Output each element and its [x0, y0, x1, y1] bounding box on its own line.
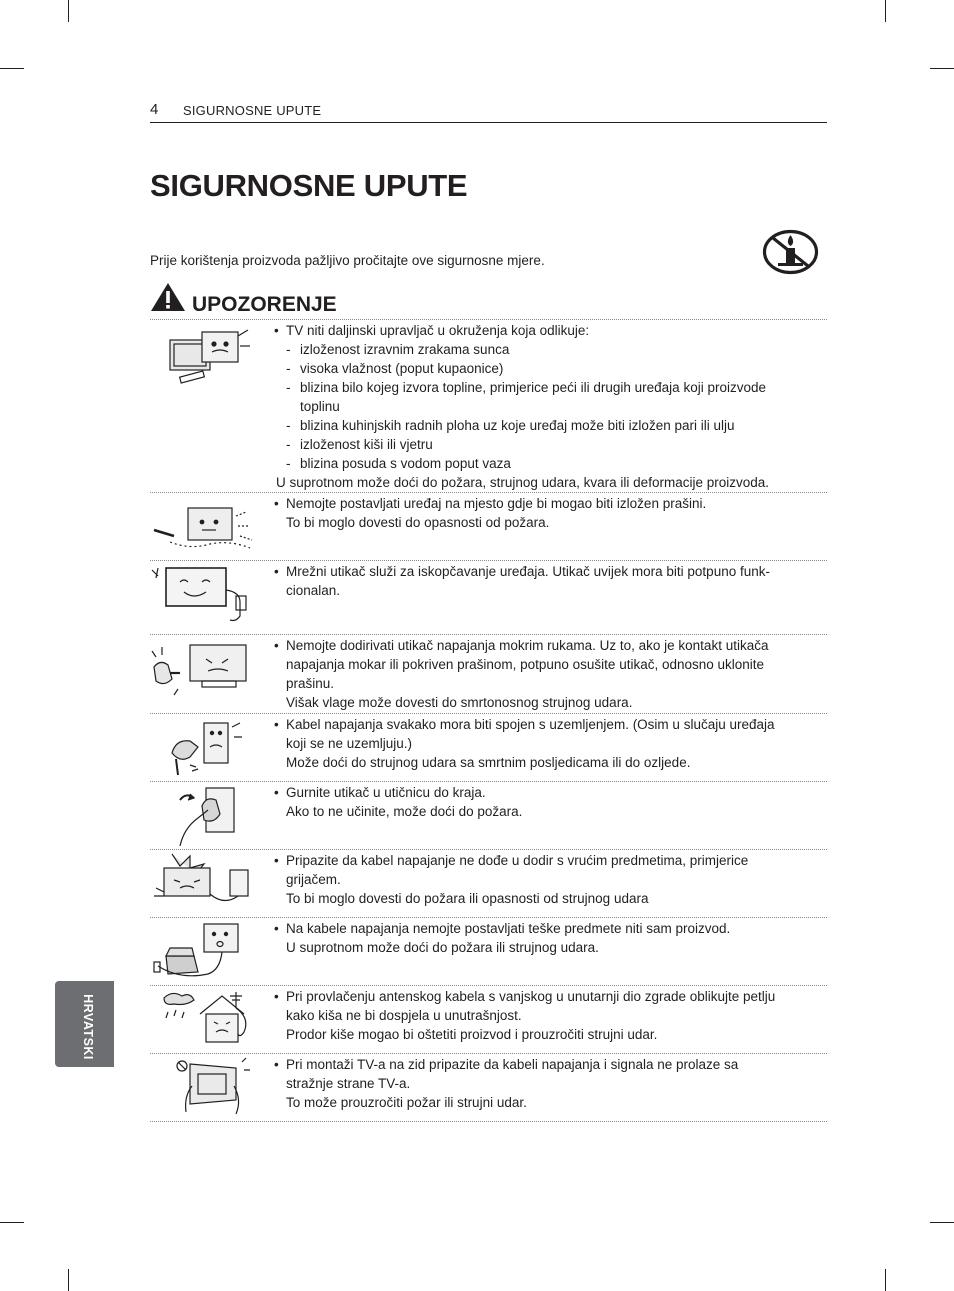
wet-hands-plug-icon	[150, 639, 266, 701]
push-plug-icon	[150, 784, 266, 846]
tv-with-plug-icon	[150, 562, 266, 624]
safety-item	[150, 1053, 827, 1122]
safety-item	[150, 634, 827, 713]
item-footer: U suprotnom može doći do požara, strujnog udara, kvara ili deformacije proizvoda.	[276, 475, 769, 490]
item-line: To bi moglo dovesti do požara ili opasnosti od strujnog udara	[286, 891, 649, 906]
item-line: cionalan.	[286, 583, 341, 598]
warning-triangle-icon	[150, 282, 186, 312]
sub-item-cont: toplinu	[300, 399, 340, 414]
safety-item	[150, 713, 827, 781]
grounded-plug-icon	[150, 717, 266, 779]
crop-mark	[930, 1222, 954, 1223]
item-text	[274, 919, 814, 957]
item-line: Prodor kiše mogao bi oštetiti proizvod i prouzročiti strujni udar.	[286, 1027, 658, 1042]
safety-item	[150, 781, 827, 849]
item-text	[274, 783, 814, 821]
item-line: To može prouzročiti požar ili strujni udar.	[286, 1095, 527, 1110]
item-line: napajanja mokar ili pokriven prašinom, potpuno osušite utikač, odnosno uklonite	[286, 657, 765, 672]
antenna-cable-icon	[150, 988, 266, 1050]
item-line: Ako to ne učinite, može doći do požara.	[286, 804, 523, 819]
page-number: 4	[150, 101, 159, 118]
tv-in-dust-icon	[150, 496, 266, 558]
bullet-text: • Mrežni utikač služi za iskopčavanje uređaja. Utikač uvijek mora biti potpuno funk-	[274, 562, 814, 581]
item-line: U suprotnom može doći do požara ili strujnog udara.	[286, 940, 599, 955]
safety-item	[150, 492, 827, 560]
language-tab-label: HRVATSKI	[81, 994, 95, 1060]
crop-mark	[930, 68, 954, 69]
intro-text: Prije korištenja proizvoda pažljivo pročitajte ove sigurnosne mjere.	[150, 253, 545, 268]
bullet-text: • Na kabele napajanja nemojte postavljati teške predmete niti sam proizvod.	[274, 919, 814, 938]
no-candle-icon	[762, 229, 819, 275]
crop-mark	[68, 1269, 69, 1291]
language-tab	[55, 981, 114, 1067]
cable-near-heater-icon	[150, 852, 266, 914]
crop-mark	[68, 0, 69, 22]
crop-mark	[0, 68, 24, 69]
crop-mark	[0, 1222, 24, 1223]
item-line: koji se ne uzemljuju.)	[286, 736, 413, 751]
bullet-text: • Nemojte dodirivati utikač napajanja mokrim rukama. Uz to, ako je kontakt utikača	[274, 636, 814, 655]
sub-item: - izloženost kiši ili vjetru	[274, 435, 814, 454]
item-line: stražnje strane TV-a.	[286, 1076, 411, 1091]
item-text	[274, 636, 814, 712]
safety-item	[150, 319, 827, 492]
bullet-text: • Gurnite utikač u utičnicu do kraja.	[274, 783, 814, 802]
item-text	[274, 321, 814, 492]
item-text	[274, 562, 814, 600]
bullet-text: • Nemojte postavljati uređaj na mjesto gdje bi mogao biti izložen prašini.	[274, 494, 814, 513]
sub-item: - visoka vlažnost (poput kupaonice)	[274, 359, 814, 378]
crop-mark	[885, 0, 886, 22]
item-line: Višak vlage može dovesti do smrtonosnog strujnog udara.	[286, 695, 633, 710]
bullet-text: • Pripazite da kabel napajanje ne dođe u dodir s vrućim predmetima, primjerice	[274, 851, 814, 870]
tv-in-sun-icon	[150, 324, 266, 386]
safety-item	[150, 917, 827, 985]
item-text	[274, 851, 814, 908]
crop-mark	[885, 1269, 886, 1291]
page-title: SIGURNOSNE UPUTE	[150, 168, 468, 203]
bullet-text: • Pri provlačenju antenskog kabela s vanjskog u unutarnji dio zgrade oblikujte petlju	[274, 987, 814, 1006]
safety-item	[150, 985, 827, 1053]
item-line: kako kiša ne bi dospjela u unutrašnjost.	[286, 1008, 522, 1023]
item-line: prašinu.	[286, 676, 335, 691]
item-line: grijačem.	[286, 872, 341, 887]
item-text	[274, 494, 814, 532]
wall-mount-cables-icon	[150, 1056, 266, 1118]
sub-item: - blizina kuhinjskih radnih ploha uz koje uređaj može biti izložen pari ili ulju	[274, 416, 814, 435]
item-text	[274, 1055, 814, 1112]
running-title: SIGURNOSNE UPUTE	[183, 103, 322, 118]
item-text	[274, 987, 814, 1044]
sub-item: - blizina posuda s vodom poput vaza	[274, 454, 814, 473]
bullet-text: • TV niti daljinski upravljač u okruženja koja odlikuje:	[274, 321, 814, 340]
bullet-text: • Pri montaži TV-a na zid pripazite da kabeli napajanja i signala ne prolaze sa	[274, 1055, 814, 1074]
item-line: Može doći do strujnog udara sa smrtnim posljedicama ili do ozljede.	[286, 755, 691, 770]
warning-heading	[150, 282, 350, 318]
safety-item	[150, 849, 827, 917]
heavy-object-on-cable-icon	[150, 920, 266, 982]
bullet-text: • Kabel napajanja svakako mora biti spojen s uzemljenjem. (Osim u slučaju uređaja	[274, 715, 814, 734]
page-header	[150, 101, 827, 123]
sub-item: - izloženost izravnim zrakama sunca	[274, 340, 814, 359]
safety-item	[150, 560, 827, 634]
sub-item: - blizina bilo kojeg izvora topline, primjerice peći ili drugih uređaja koji proizvode	[274, 378, 814, 397]
item-text	[274, 715, 814, 772]
warning-label: UPOZORENJE	[192, 293, 337, 316]
item-line: To bi moglo dovesti do opasnosti od požara.	[286, 515, 550, 530]
